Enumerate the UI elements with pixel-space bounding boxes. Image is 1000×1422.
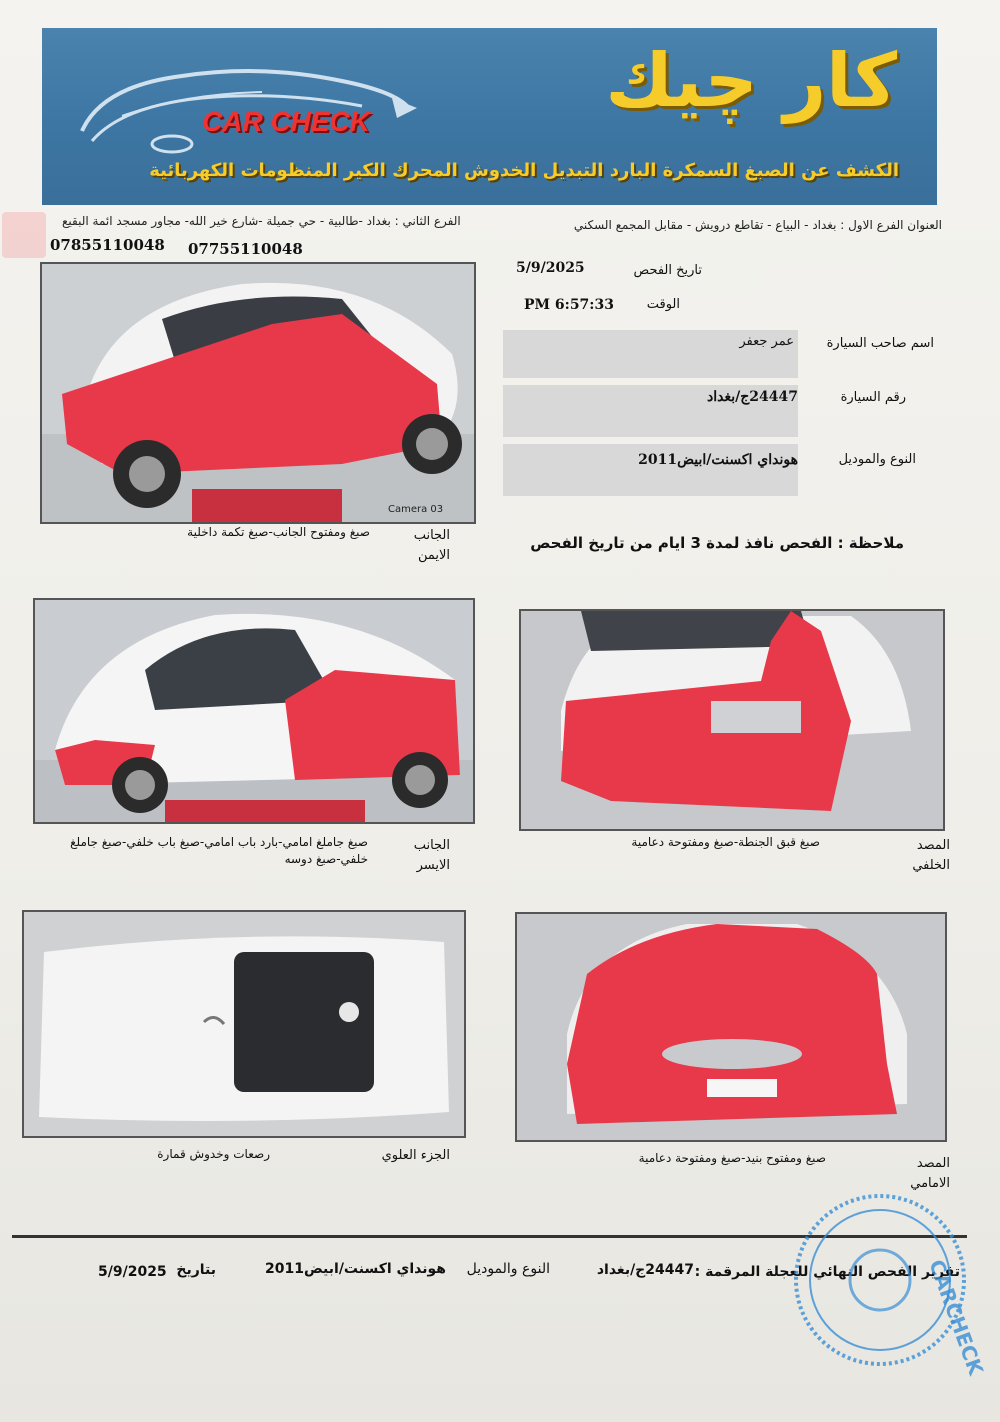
header-banner: [42, 28, 937, 205]
validity-note: ملاحظة : الفحص نافذ لمدة 3 ايام من تاريخ الفحص: [530, 534, 904, 552]
date-label: تاريخ الفحص: [633, 263, 702, 278]
phone-number-2: 07855110048: [50, 236, 165, 254]
brand-name-ar: كار چيك: [605, 38, 897, 124]
photo-front: [515, 912, 947, 1142]
model-label: النوع والموديل: [838, 452, 916, 467]
footer-model-label: النوع والموديل: [466, 1261, 550, 1277]
plate-label: رقم السيارة: [840, 390, 906, 405]
label-left-side: الجانب الايسر: [413, 838, 450, 873]
photo-rear: [519, 609, 945, 831]
time-label: الوقت: [646, 297, 680, 312]
caption-front: صبغ ومفتوح بنيد-صبغ ومفتوحة دعامية: [638, 1151, 826, 1165]
inspection-date: 5/9/2025: [516, 260, 585, 276]
company-stamp: [790, 1190, 989, 1379]
photo-left-side: [33, 598, 475, 824]
brand-name-en: CAR CHECK: [202, 106, 370, 137]
photo-right-side: [40, 262, 476, 524]
watermark-icon: [0, 210, 50, 262]
phone-number-1: 07755110048: [188, 240, 303, 258]
footer-date: 5/9/2025: [98, 1264, 167, 1280]
caption-rear: صبغ قبق الجنطة-صبغ ومفتوحة دعامية: [631, 835, 820, 849]
stamp-text: CARCHECK: [924, 1256, 989, 1379]
label-top: الجزء العلوي: [381, 1148, 450, 1163]
label-right-side: الجانب الايمن: [413, 528, 450, 563]
footer-report-label: تقرير الفحص النهائي للعجلة المرقمة :: [694, 1264, 960, 1280]
photo-top: [22, 910, 466, 1138]
owner-label: اسم صاحب السيارة: [826, 336, 934, 351]
branch-second-address: الفرع الثاني : بغداد -طالبية - حي جميلة -شارع خير الله- مجاور مسجد ائمة البقيع: [62, 214, 461, 228]
footer-plate: 24447ج/بغداد: [596, 1262, 694, 1278]
owner-name: عمر جعفر: [739, 334, 794, 349]
label-rear: المصد الخلفي: [912, 838, 950, 873]
caption-right-side: صبغ ومفتوح الجانب-صبغ تكمة داخلية: [187, 525, 370, 539]
car-model: هونداي اكسنت/ابيض2011: [638, 452, 798, 468]
services-list: الكشف عن الصبغ السمكرة البارد التبديل الخدوش المحرك الكير المنظومات الكهربائية: [149, 160, 899, 181]
caption-top: رصعات وخدوش قمارة: [157, 1147, 270, 1161]
footer-date-label: بتاريخ: [176, 1262, 216, 1278]
caption-left-side: صبغ جاملغ امامي-بارد باب امامي-صبغ باب خلفي-صبغ جاملغ خلفي-صبغ دوسه: [70, 835, 368, 866]
branch-first-address: العنوان الفرع الاول : بغداد - البياع - تقاطع درويش - مقابل المجمع السكني: [573, 218, 942, 232]
inspection-time: 6:57:33 PM: [524, 297, 614, 313]
footer-model: هونداي اكسنت/ابيض2011: [264, 1261, 446, 1277]
label-front: المصد الامامي: [910, 1156, 950, 1191]
camera-label: Camera 03: [388, 504, 444, 515]
plate-number: 24447ج/بغداد: [707, 389, 798, 405]
